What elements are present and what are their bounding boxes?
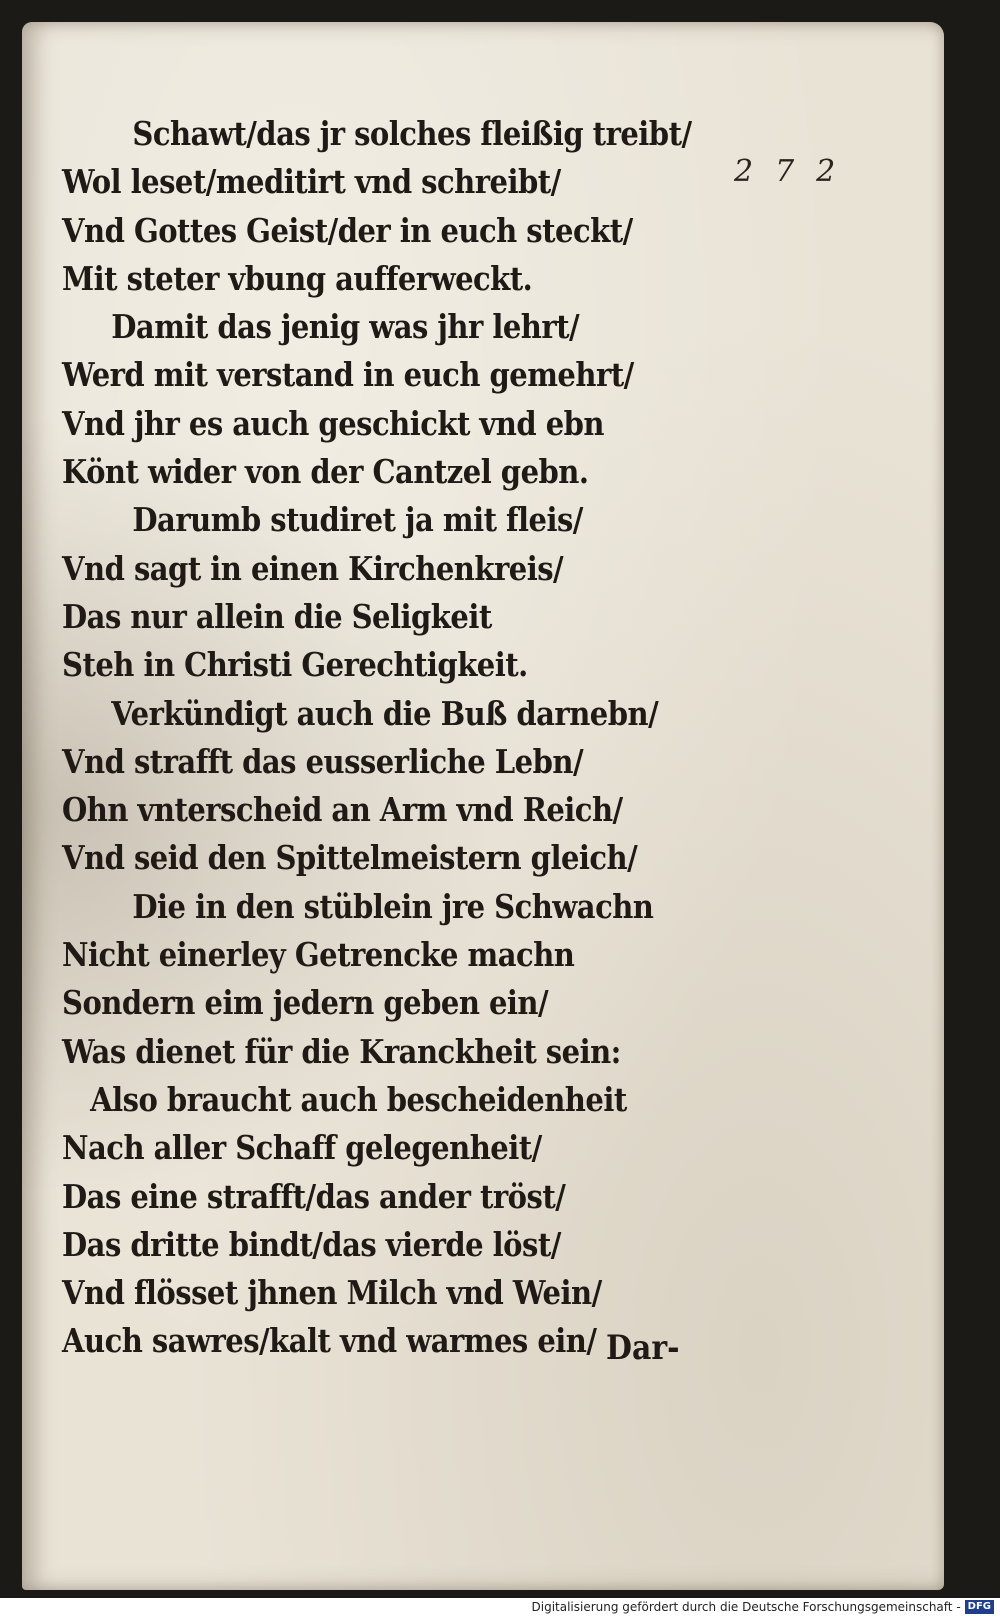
verse-line: Steh in Christi Gerechtigkeit. <box>62 645 528 685</box>
verse-line: Vnd strafft das eusserliche Lebn/ <box>62 741 584 781</box>
verse-line: Werd mit verstand in euch gemehrt/ <box>62 355 634 395</box>
verse-line: Was dienet für die Kranckheit sein: <box>62 1031 621 1071</box>
page-number: 272 <box>734 154 858 189</box>
verse-line: Verkündigt auch die Buß darnebn/ <box>111 693 659 733</box>
digitization-credit <box>532 1600 995 1614</box>
verse-line: Das dritte bindt/das vierde löst/ <box>62 1224 561 1264</box>
verse-line: Wol leset/meditirt vnd schreibt/ <box>62 162 561 202</box>
verse-line: Also braucht auch bescheidenheit <box>90 1079 627 1119</box>
verse-line: Das nur allein die Seligkeit <box>62 596 492 636</box>
verse-text <box>62 110 742 1366</box>
verse-line: Darumb studiret ja mit fleis/ <box>132 500 583 540</box>
verse-line: Nicht einerley Getrencke machn <box>62 935 575 975</box>
verse-line: Vnd Gottes Geist/der in euch steckt/ <box>62 210 633 250</box>
verse-line: Auch sawres/kalt vnd warmes ein/ <box>62 1321 597 1361</box>
verse-line: Vnd sagt in einen Kirchenkreis/ <box>62 548 564 588</box>
credit-text: Digitalisierung gefördert durch die Deutsche Forschungsgemeinschaft - <box>531 1600 961 1614</box>
verse-line: Ohn vnterscheid an Arm vnd Reich/ <box>62 790 623 830</box>
dfg-logo: DFG <box>965 1600 994 1614</box>
verse-line: Nach aller Schaff gelegenheit/ <box>62 1128 542 1168</box>
book-page <box>22 22 944 1590</box>
verse-line: Vnd seid den Spittelmeistern gleich/ <box>62 838 638 878</box>
catchword: Dar- <box>606 1328 680 1368</box>
verse-line: Vnd jhr es auch geschickt vnd ebn <box>62 403 605 443</box>
verse-line: Sondern eim jedern geben ein/ <box>62 983 549 1023</box>
verse-line: Vnd flösset jhnen Milch vnd Wein/ <box>62 1273 602 1313</box>
verse-line: Schawt/das jr solches fleißig treibt/ <box>132 114 692 153</box>
verse-line: Das eine strafft/das ander tröst/ <box>62 1176 566 1216</box>
verse-line: Damit das jenig was jhr lehrt/ <box>111 307 580 347</box>
verse-line: Mit steter vbung aufferweckt. <box>62 258 533 298</box>
verse-line: Könt wider von der Cantzel gebn. <box>62 452 589 492</box>
verse-line: Die in den stüblein jre Schwachn <box>132 886 654 926</box>
